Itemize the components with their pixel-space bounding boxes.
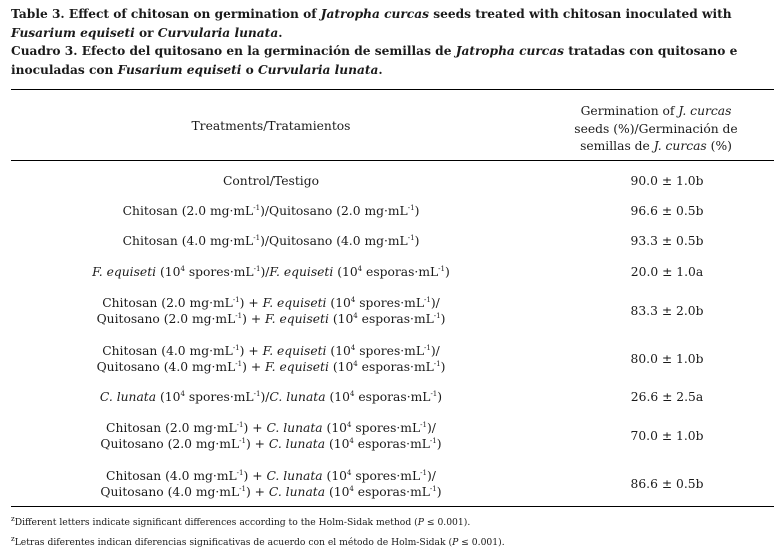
germination-cell: 80.0 ± 1.0b [630,352,704,366]
treatment-cell: Chitosan (2.0 $mg\cdot mL^{-1}) + C$. lunata ($10^4$ $spores\cdot mL^{-1})/$ Quitosano (2.0 $mg\cdot mL^{-1}) + C$. lunata ($10^4$ $esporas\cdot mL^{-1}$) [100,420,442,451]
table-header-rule [11,160,774,161]
header-treatments: Treatments/Tratamientos [191,119,351,133]
treatment-cell: Chitosan (4.0 $mg\cdot mL^{-1}) + F$. equiseti ($10^4$ $spores\cdot mL^{-1})/$ Quitosano (4.0 $mg\cdot mL^{-1}) + F$. equiseti ($10^4$ $esporas\cdot mL^{-1}$) [96,343,446,374]
germination-cell: 86.6 ± 0.5b [630,477,704,491]
table-bottom-rule [11,506,774,507]
table-caption [11,5,771,79]
treatment-cell: C. lunata ($10^4$ $spores\cdot mL^{-1})/C$. lunata ($10^4$ $esporas\cdot mL^{-1}$) [99,389,443,404]
germination-cell: 26.6 ± 2.5a [630,390,704,404]
germination-cell: 96.6 ± 0.5b [630,204,704,218]
germination-cell: 20.0 ± 1.0a [630,265,704,279]
treatment-cell: Chitosan (2.0 $mg\cdot mL^{-1}$)/Quitosano (2.0 $mg\cdot mL^{-1}$) [122,203,420,218]
treatment-cell: Chitosan (2.0 $mg\cdot mL^{-1}) + F$. equiseti ($10^4$ $spores\cdot mL^{-1})/$ Quitosano (2.0 $mg\cdot mL^{-1}) + F$. equiseti ($10^4$ $esporas\cdot mL^{-1}$) [96,295,446,326]
germination-cell: 70.0 ± 1.0b [630,429,704,443]
germination-cell: 93.3 ± 0.5b [630,234,704,248]
table-top-rule [11,89,774,90]
treatment-cell: Control/Testigo [222,174,319,188]
footnote-spanish: $^z$Letras diferentes indican diferencias significativas de acuerdo con el método de Holm-Sidak (P ≤ 0.001). [11,534,505,548]
caption-spanish: Cuadro 3. Efecto del quitosano en la germinación de semillas de Jatropha curcas tratadas con quitosano e inoculadas con Fusarium equiseti o Curvularia lunata. [11,44,738,77]
footnote-english: $^z$Different letters indicate significant differences according to the Holm-Sidak method (P ≤ 0.001). [11,514,471,528]
germination-cell: 90.0 ± 1.0b [630,174,704,188]
treatment-cell: Chitosan (4.0 $mg\cdot mL^{-1}) + C$. lunata ($10^4$ $spores\cdot mL^{-1})/$ Quitosano (4.0 $mg\cdot mL^{-1}) + C$. lunata ($10^4$ $esporas\cdot mL^{-1}$) [100,468,442,499]
germination-cell: 83.3 ± 2.0b [630,304,704,318]
treatment-cell: F. equiseti ($10^4$ $spores\cdot mL^{-1})/F$. equiseti ($10^4$ $esporas\cdot mL^{-1}$) [92,264,450,279]
treatment-cell: Chitosan (4.0 $mg\cdot mL^{-1}$)/Quitosano (4.0 $mg\cdot mL^{-1}$) [122,233,420,248]
header-germination: Germination of J. curcas seeds (%)/Germinación de semillas de J. curcas (%) [574,104,738,153]
caption-english: Table 3. Effect of chitosan on germination of Jatropha curcas seeds treated with chitosan inoculated with Fusarium equiseti or Curvularia lunata. [11,7,732,40]
